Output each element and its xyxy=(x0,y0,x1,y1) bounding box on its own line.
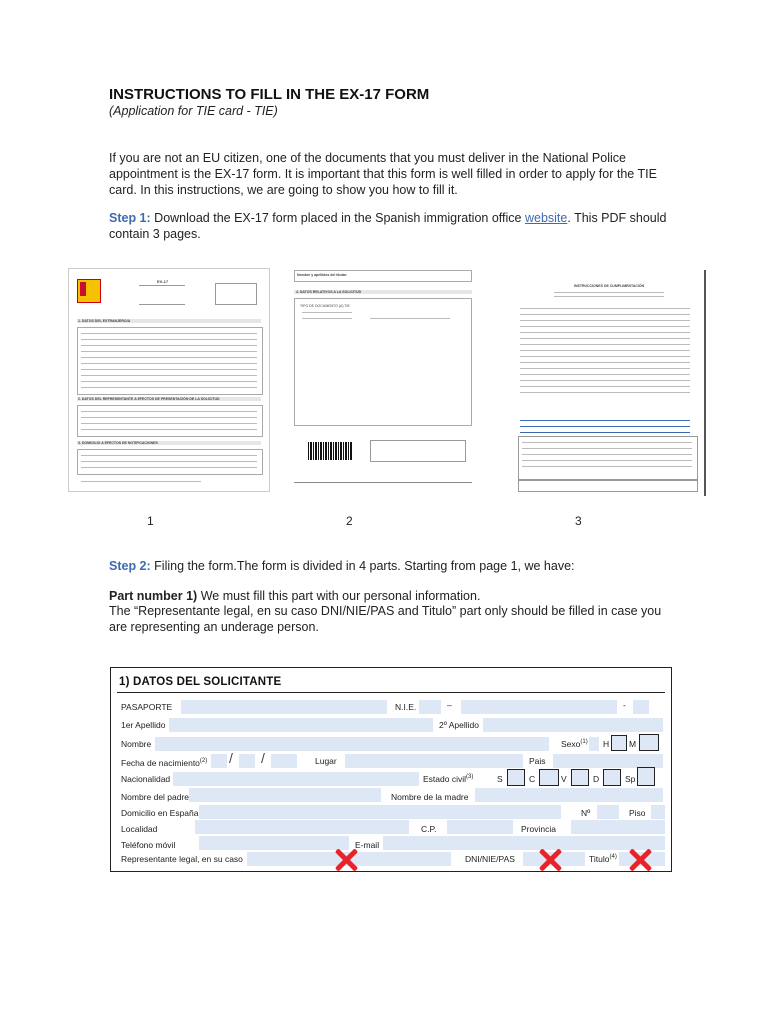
sexo-h-label: H xyxy=(603,739,610,749)
cp-label: C.P. xyxy=(421,824,437,834)
page-number-2: 2 xyxy=(346,514,353,528)
lugar-label: Lugar xyxy=(315,756,337,766)
thumb1-section-1-box xyxy=(77,327,263,395)
telefono-label: Teléfono móvil xyxy=(121,840,176,850)
sexo-h-checkbox[interactable] xyxy=(611,735,627,751)
numero-label: Nº xyxy=(581,808,591,818)
step1-label: Step 1: xyxy=(109,211,151,225)
fecha-slash-2: / xyxy=(261,750,265,766)
representante-label: Representante legal, en su caso xyxy=(121,854,243,864)
nie-label: N.I.E. xyxy=(395,702,417,712)
nie-letter-field[interactable] xyxy=(419,700,441,714)
domicilio-label: Domicilio en España xyxy=(121,808,199,818)
intro-paragraph: If you are not an EU citizen, one of the documents that you must deliver in the National Police appointment is the EX-17 form. It is important that this form is well filled in order to apply for the TIE card. In this instructions, we are going to show you how to fill it. xyxy=(109,151,657,197)
thumb2-section-4: 4. DATOS RELATIVOS A LA SOLICITUD xyxy=(296,290,362,294)
apellido2-field[interactable] xyxy=(483,718,663,732)
estado-s-label: S xyxy=(497,774,503,784)
sexo-label: Sexo$^{(1)}$ xyxy=(561,739,588,749)
estado-v-label: V xyxy=(561,774,567,784)
estado-sp-label: Sp xyxy=(625,774,636,784)
fecha-day-field[interactable] xyxy=(211,754,227,768)
logo-mark xyxy=(80,282,86,296)
thumb2-option-1: TIPO DE DOCUMENTO (A) TIE xyxy=(300,304,350,308)
madre-label: Nombre de la madre xyxy=(391,792,469,802)
nacionalidad-field[interactable] xyxy=(173,772,419,786)
step2-paragraph xyxy=(109,558,669,574)
estado-label: Estado civil$^{(3)}$ xyxy=(423,774,474,784)
provincia-label: Provincia xyxy=(521,824,556,834)
estado-d-label: D xyxy=(593,774,600,784)
thumb1-section-3: 3. DOMICILIO A EFECTOS DE NOTIFICACIONES xyxy=(78,441,158,445)
barcode xyxy=(308,442,352,460)
dni-label: DNI/NIE/PAS xyxy=(465,854,515,864)
piso-field[interactable] xyxy=(651,805,665,819)
part1-label: Part number 1) xyxy=(109,589,198,603)
thumb3-title: INSTRUCCIONES DE CUMPLIMENTACIÓN xyxy=(574,284,645,288)
fecha-year-field[interactable] xyxy=(271,754,297,768)
sexo-m-label: M xyxy=(629,739,637,749)
thumb1-section-2-box xyxy=(77,405,263,437)
page-number-1: 1 xyxy=(147,514,154,528)
nie-dash: – xyxy=(447,700,452,710)
pais-field[interactable] xyxy=(553,754,663,768)
telefono-field[interactable] xyxy=(199,836,349,850)
cross-icon-dni xyxy=(535,848,565,872)
cross-icon-representante xyxy=(331,848,361,872)
nie-control-field[interactable] xyxy=(633,700,649,714)
provincia-field[interactable] xyxy=(571,820,665,834)
form-section-title: 1) DATOS DEL SOLICITANTE xyxy=(119,676,282,688)
sexo-box-blank[interactable] xyxy=(589,737,599,751)
sexo-m-checkbox[interactable] xyxy=(639,734,659,751)
pais-label: Pais xyxy=(529,756,546,766)
estado-sp-checkbox[interactable] xyxy=(637,767,655,786)
domicilio-field[interactable] xyxy=(199,805,561,819)
nombre-field[interactable] xyxy=(155,737,549,751)
nie-dash-2: - xyxy=(623,700,626,710)
padre-label: Nombre del padre xyxy=(121,792,190,802)
form-page-1-thumbnail xyxy=(68,268,270,492)
numero-field[interactable] xyxy=(597,805,619,819)
estado-c-label: C xyxy=(529,774,536,784)
thumb1-stamp-box xyxy=(215,283,257,305)
thumb1-section-1: 1. DATOS DEL EXTRANJERO/A xyxy=(78,319,131,323)
nacionalidad-label: Nacionalidad xyxy=(121,774,171,784)
document-title: INSTRUCTIONS TO FILL IN THE EX-17 FORM xyxy=(109,86,430,103)
thumb2-name-label: Nombre y apellidos del titular: xyxy=(297,273,348,277)
thumb3-footer-box xyxy=(518,480,698,492)
fecha-label: Fecha de nacimiento$^{(2)}$ xyxy=(121,758,208,768)
padre-field[interactable] xyxy=(189,788,381,802)
thumb1-section-3-box xyxy=(77,449,263,475)
pasaporte-label: PASAPORTE xyxy=(121,702,173,712)
apellido1-label: 1er Apellido xyxy=(121,720,166,730)
thumb1-section-2: 2. DATOS DEL REPRESENTANTE A EFECTOS DE PRESENTACIÓN DE LA SOLICITUD xyxy=(78,397,220,401)
estado-s-checkbox[interactable] xyxy=(507,769,525,786)
form-page-3-thumbnail xyxy=(514,270,706,496)
apellido1-field[interactable] xyxy=(169,718,433,732)
step1-paragraph xyxy=(109,210,669,242)
document-subtitle: (Application for TIE card - TIE) xyxy=(109,104,278,118)
piso-label: Piso xyxy=(629,808,646,818)
titulo-label: Titulo$^{(4)}$ xyxy=(589,854,617,864)
estado-d-checkbox[interactable] xyxy=(603,769,621,786)
email-field[interactable] xyxy=(383,836,665,850)
part1-paragraph xyxy=(109,588,669,604)
apellido2-label: 2º Apellido xyxy=(439,720,479,730)
email-label: E-mail xyxy=(355,840,380,850)
pasaporte-field[interactable] xyxy=(181,700,387,714)
datos-solicitante-form xyxy=(110,667,672,872)
form-page-2-thumbnail xyxy=(294,270,472,492)
fecha-slash-1: / xyxy=(229,750,233,766)
cp-field[interactable] xyxy=(447,820,513,834)
step2-text: Filing the form.The form is divided in 4 parts. Starting from page 1, we have: xyxy=(150,559,575,573)
thumb2-stamp-box xyxy=(370,440,466,462)
fecha-month-field[interactable] xyxy=(239,754,255,768)
website-link[interactable]: website xyxy=(524,211,568,225)
thumb1-code: EX-17 xyxy=(157,279,169,284)
madre-field[interactable] xyxy=(475,788,663,802)
step1-text-after: . This PDF should contain 3 pages. xyxy=(109,211,667,241)
thumb1-title-box xyxy=(139,285,185,305)
cross-icon-titulo xyxy=(625,848,655,872)
nombre-label: Nombre xyxy=(121,739,152,749)
step1-text: Download the EX-17 form placed in the Spanish immigration office xyxy=(150,211,525,225)
part1-note: The “Representante legal, en su caso DNI/NIE/PAS and Titulo” part only should be filled in case you are representing an underage person. xyxy=(109,604,662,634)
lugar-field[interactable] xyxy=(345,754,523,768)
part1-text: We must fill this part with our personal information. xyxy=(197,589,481,603)
estado-c-checkbox[interactable] xyxy=(539,769,559,786)
step2-label: Step 2: xyxy=(109,559,151,573)
localidad-label: Localidad xyxy=(121,824,158,834)
estado-v-checkbox[interactable] xyxy=(571,769,589,786)
page-number-3: 3 xyxy=(575,514,582,528)
nie-number-field[interactable] xyxy=(461,700,617,714)
localidad-field[interactable] xyxy=(195,820,409,834)
